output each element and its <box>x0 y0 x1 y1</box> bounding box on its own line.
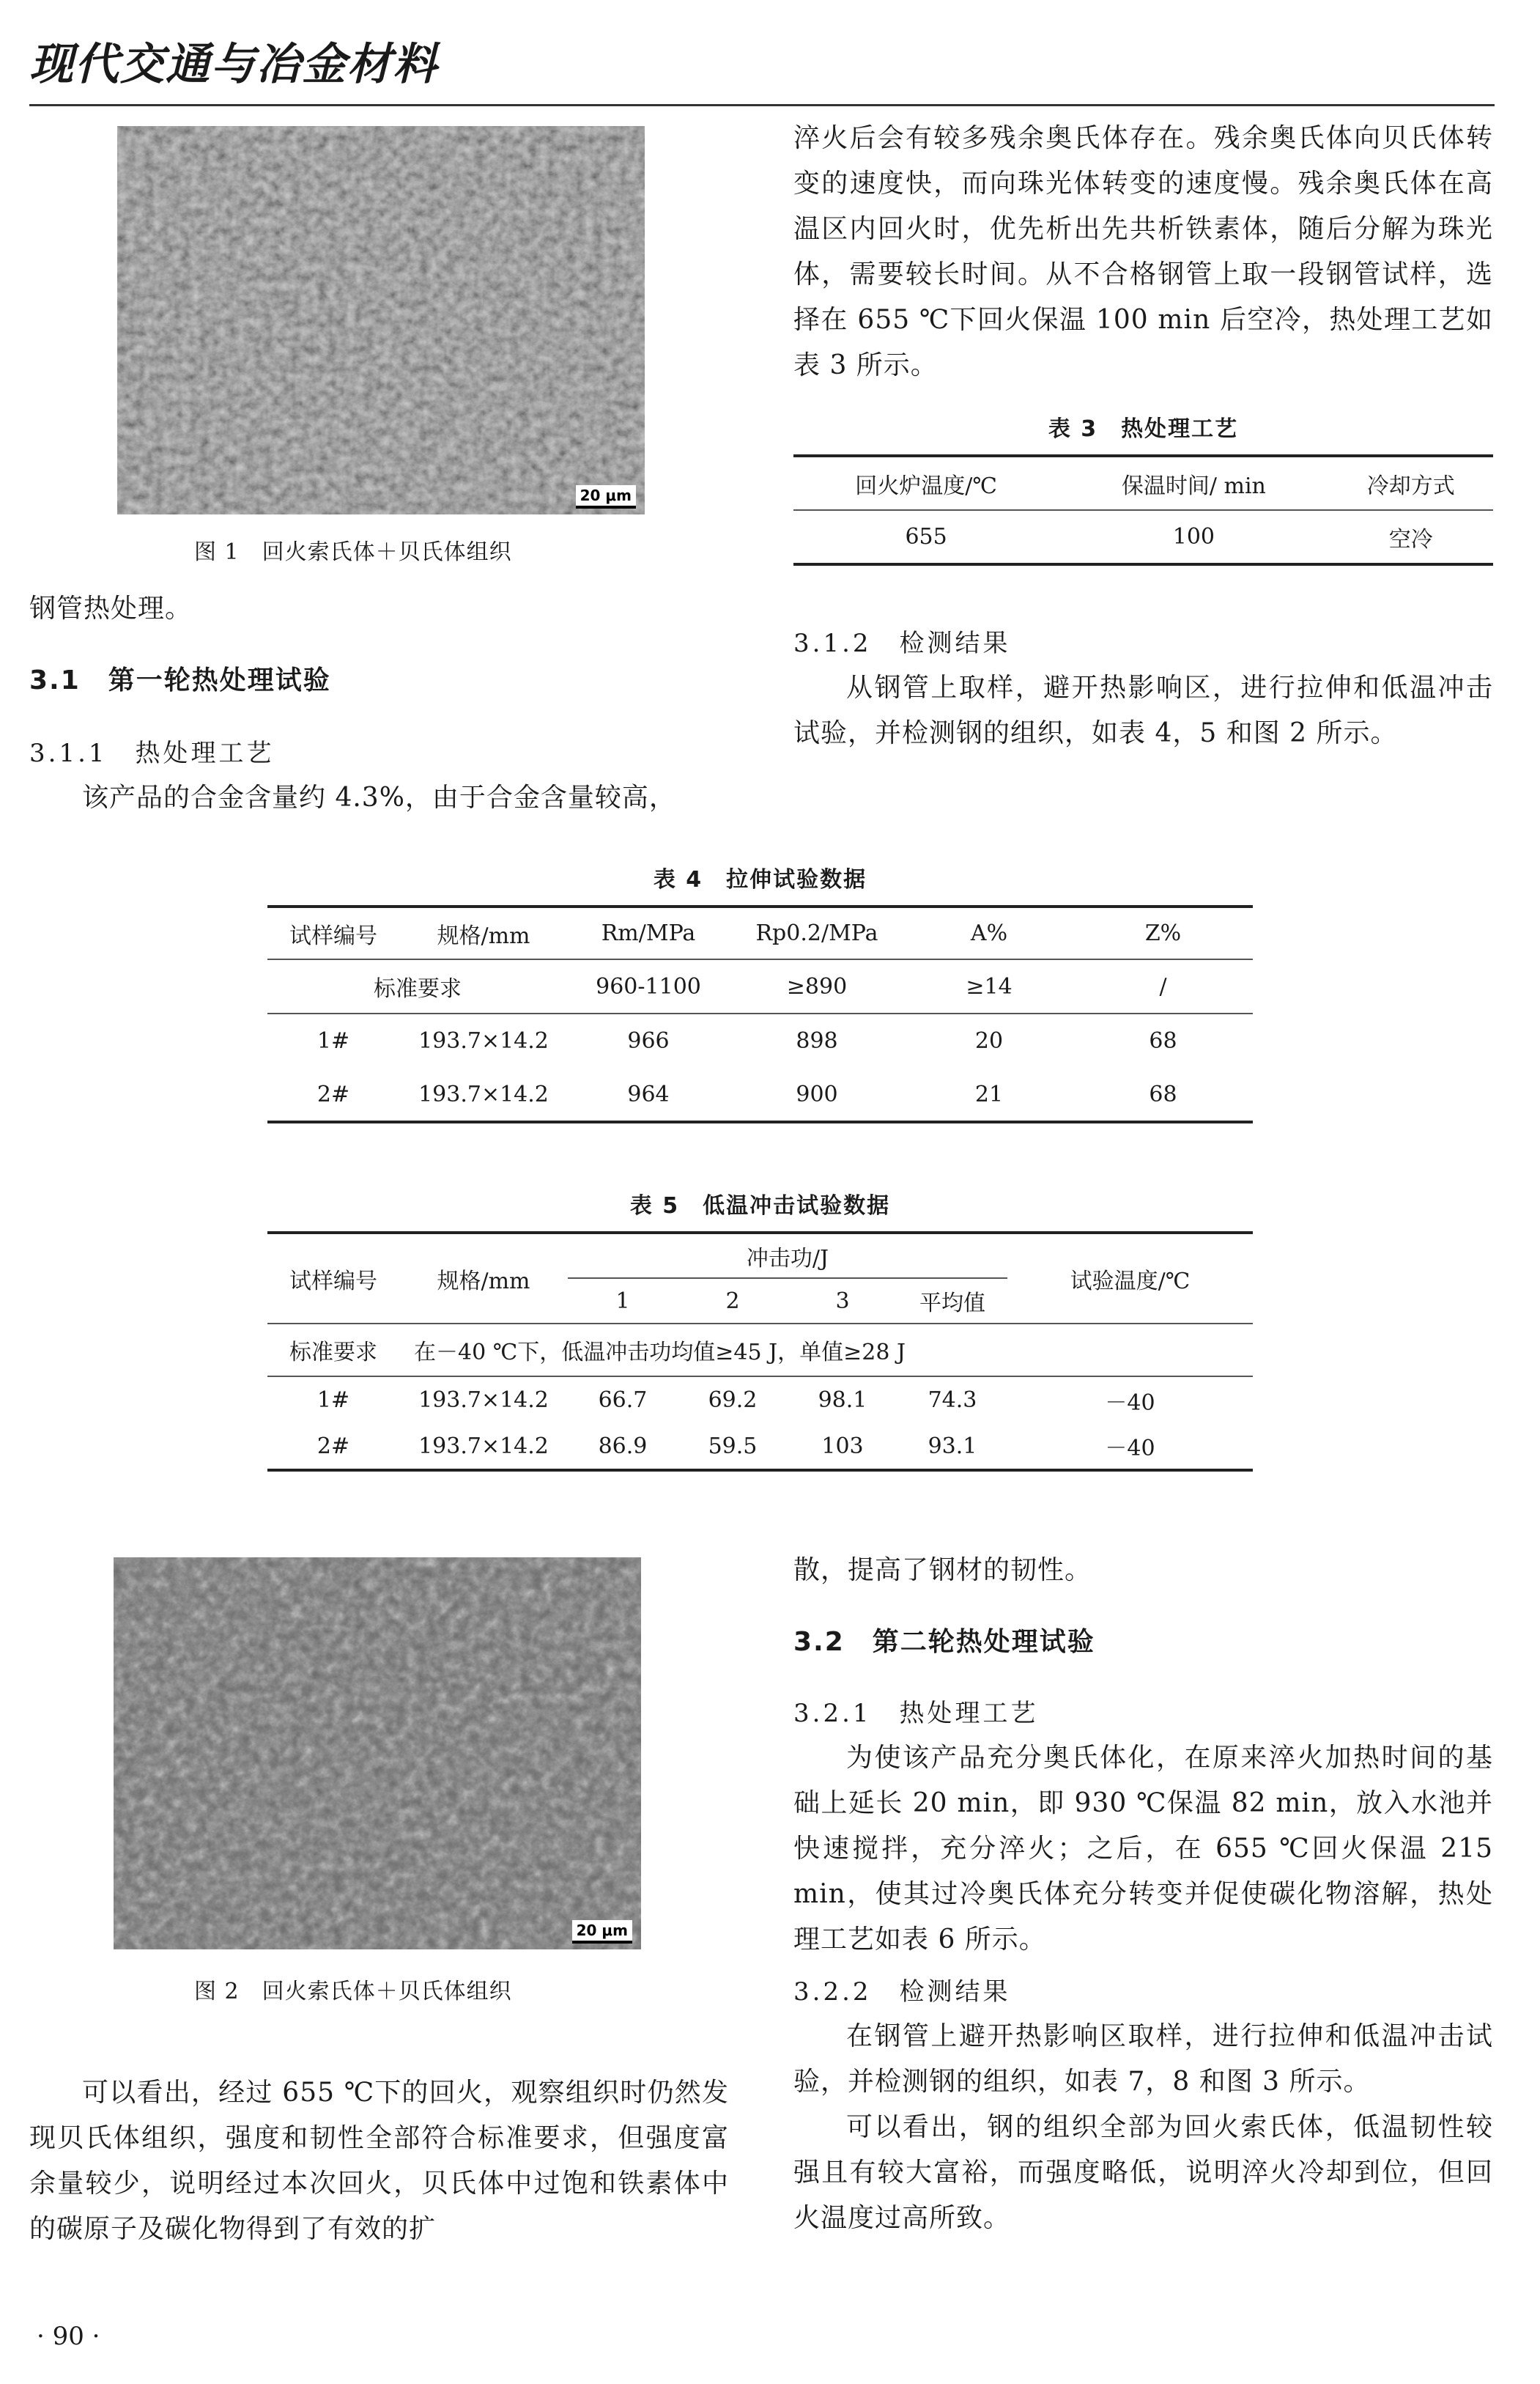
t4-cell: 68 <box>1149 1081 1177 1107</box>
t5-std-text: 在－40 ℃下，低温冲击功均值≥45 J，单值≥28 J <box>414 1340 906 1365</box>
t5-cell: 193.7×14.2 <box>418 1433 549 1459</box>
section-3-2-2-heading: 3.2.2 检测结果 <box>793 1977 1011 2007</box>
t3-header-temp: 回火炉温度/℃ <box>855 473 997 499</box>
t4-header: Rm/MPa <box>601 920 696 946</box>
t4-header: Rp0.2/MPa <box>755 920 878 946</box>
t4-std: ≥14 <box>966 973 1013 1000</box>
para-sampling-2: 在钢管上避开热影响区取样，进行拉伸和低温冲击试验，并检测钢的组织，如表 7，8 和图 3 所示。 <box>793 2021 1493 2097</box>
section-3-1-2-heading: 3.1.2 检测结果 <box>793 629 1011 658</box>
table5 <box>267 1231 1253 1472</box>
t5-header-temp: 试验温度/℃ <box>1070 1268 1191 1294</box>
figure1-caption: 图 1 回火索氏体＋贝氏体组织 <box>194 539 512 565</box>
t5-cell: －40 <box>1105 1390 1155 1416</box>
t4-std: ≥890 <box>786 973 848 1000</box>
t4-header: 规格/mm <box>437 923 530 949</box>
t5-header-sample: 试样编号 <box>289 1268 377 1294</box>
t5-header-impact: 冲击功/J <box>568 1233 1007 1278</box>
table4 <box>267 905 1253 1123</box>
para-retained-austenite: 淬火后会有较多残余奥氏体存在。残余奥氏体向贝氏体转变的速度快，而向珠光体转变的速度慢。残余奥氏体在高温区内回火时，优先析出先共析铁素体，随后分解为珠光体，需要较长时间。从不合格钢管上取一段钢管试样，选择在 655 ℃下回火保温 100 min 后空冷，热处理工艺如表 3 所示。 <box>793 123 1493 380</box>
t5-cell: 66.7 <box>598 1387 648 1413</box>
table4-caption: 表 4 拉伸试验数据 <box>653 867 867 893</box>
t5-cell: 193.7×14.2 <box>418 1387 549 1413</box>
table3 <box>793 454 1493 566</box>
right-col-para-322 <box>793 2014 1493 2241</box>
t4-cell: 193.7×14.2 <box>418 1028 549 1054</box>
right-col-para2 <box>793 665 1493 756</box>
figure2-caption: 图 2 回火索氏体＋贝氏体组织 <box>194 1979 512 2004</box>
t3-header-cool: 冷却方式 <box>1366 473 1455 499</box>
table-row <box>267 1068 1253 1122</box>
table-row <box>267 1423 1253 1470</box>
t5-cell: 86.9 <box>598 1433 648 1459</box>
para-sampling: 从钢管上取样，避开热影响区，进行拉伸和低温冲击试验，并检测钢的组织，如表 4，5 和图 2 所示。 <box>793 673 1493 748</box>
t5-std-label: 标准要求 <box>289 1340 377 1365</box>
t4-std: 960-1100 <box>596 973 701 1000</box>
table-row <box>267 1014 1253 1068</box>
t4-cell: 2# <box>316 1081 350 1107</box>
t5-cell: 2# <box>316 1433 350 1459</box>
scale-bar-1: 20 μm <box>576 485 636 509</box>
t4-cell: 68 <box>1149 1028 1177 1054</box>
t5-sub: 平均值 <box>919 1291 985 1316</box>
t5-cell: 74.3 <box>928 1387 977 1413</box>
micrograph-2 <box>114 1557 641 1949</box>
t4-cell: 21 <box>974 1081 1004 1107</box>
left-col-para <box>29 775 718 821</box>
continued-text-2: 散，提高了钢材的韧性。 <box>793 1555 1092 1585</box>
t4-header: A% <box>970 920 1008 946</box>
table-row <box>267 1376 1253 1423</box>
t5-sub: 2 <box>725 1288 740 1314</box>
section-3-1-heading: 3.1 第一轮热处理试验 <box>29 665 331 695</box>
continued-text: 钢管热处理。 <box>29 594 193 624</box>
micrograph-1 <box>117 126 645 514</box>
left-col-top <box>29 586 718 632</box>
t4-cell: 964 <box>627 1081 670 1107</box>
right-col-bottom <box>793 1548 1493 1593</box>
t5-header-spec: 规格/mm <box>437 1268 530 1294</box>
t4-cell: 966 <box>627 1028 670 1054</box>
t5-cell: 103 <box>821 1433 864 1459</box>
para-tempering-result: 可以看出，经过 655 ℃下的回火，观察组织时仍然发现贝氏体组织，强度和韧性全部符合标准要求，但强度富余量较少，说明经过本次回火，贝氏体中过饱和铁素体中的碳原子及碳化物得到了有效的扩 <box>29 2078 729 2244</box>
journal-title: 现代交通与冶金材料 <box>29 39 438 90</box>
section-3-2-heading: 3.2 第二轮热处理试验 <box>793 1627 1095 1657</box>
section-3-2-1-heading: 3.2.1 热处理工艺 <box>793 1699 1039 1728</box>
t5-cell: 1# <box>316 1387 350 1413</box>
t3-cell: 655 <box>905 524 947 550</box>
para-austenitize: 为使该产品充分奥氏体化，在原来淬火加热时间的基础上延长 20 min，即 930 ℃保温 82 min，放入水池并快速搅拌，充分淬火；之后，在 655 ℃回火保温 215 min，使其过冷奥氏体充分转变并促使碳化物溶解，热处理工艺如表 6 所示。 <box>793 1743 1493 1955</box>
t4-cell: 898 <box>796 1028 838 1054</box>
table5-caption: 表 5 低温冲击试验数据 <box>629 1193 891 1219</box>
right-col-para-321 <box>793 1735 1493 1963</box>
t5-cell: 59.5 <box>708 1433 758 1459</box>
t3-cell: 100 <box>1172 524 1215 550</box>
t4-cell: 1# <box>316 1028 350 1054</box>
figure2-image <box>114 1557 641 1949</box>
t4-cell: 193.7×14.2 <box>418 1081 549 1107</box>
page-number: · 90 · <box>37 2322 100 2351</box>
para-conclusion: 可以看出，钢的组织全部为回火索氏体，低温韧性较强且有较大富裕，而强度略低，说明淬火冷却到位，但回火温度过高所致。 <box>793 2112 1493 2233</box>
t4-header: 试样编号 <box>289 923 377 949</box>
t5-sub: 3 <box>835 1288 850 1314</box>
para-alloy: 该产品的合金含量约 4.3%，由于合金含量较高， <box>82 783 676 813</box>
t3-header-time: 保温时间/ min <box>1121 473 1266 499</box>
t5-cell: 93.1 <box>928 1433 977 1459</box>
header-rule <box>29 104 1495 106</box>
t5-cell: 98.1 <box>818 1387 867 1413</box>
left-col-bottom <box>29 2070 729 2252</box>
t4-cell: 20 <box>974 1028 1004 1054</box>
t5-cell: 69.2 <box>708 1387 758 1413</box>
t3-cell: 空冷 <box>1388 526 1433 553</box>
t5-cell: －40 <box>1105 1436 1155 1461</box>
section-3-1-1-heading: 3.1.1 热处理工艺 <box>29 739 275 768</box>
t5-sub: 1 <box>615 1288 630 1314</box>
t4-cell: 900 <box>796 1081 838 1107</box>
t4-std-label: 标准要求 <box>374 976 462 1002</box>
scale-bar-2: 20 μm <box>572 1920 632 1944</box>
t4-std: / <box>1159 973 1167 1000</box>
t4-header: Z% <box>1144 920 1182 946</box>
table3-caption: 表 3 热处理工艺 <box>1048 416 1239 442</box>
right-col-top <box>793 116 1493 388</box>
figure1-image <box>117 126 645 514</box>
